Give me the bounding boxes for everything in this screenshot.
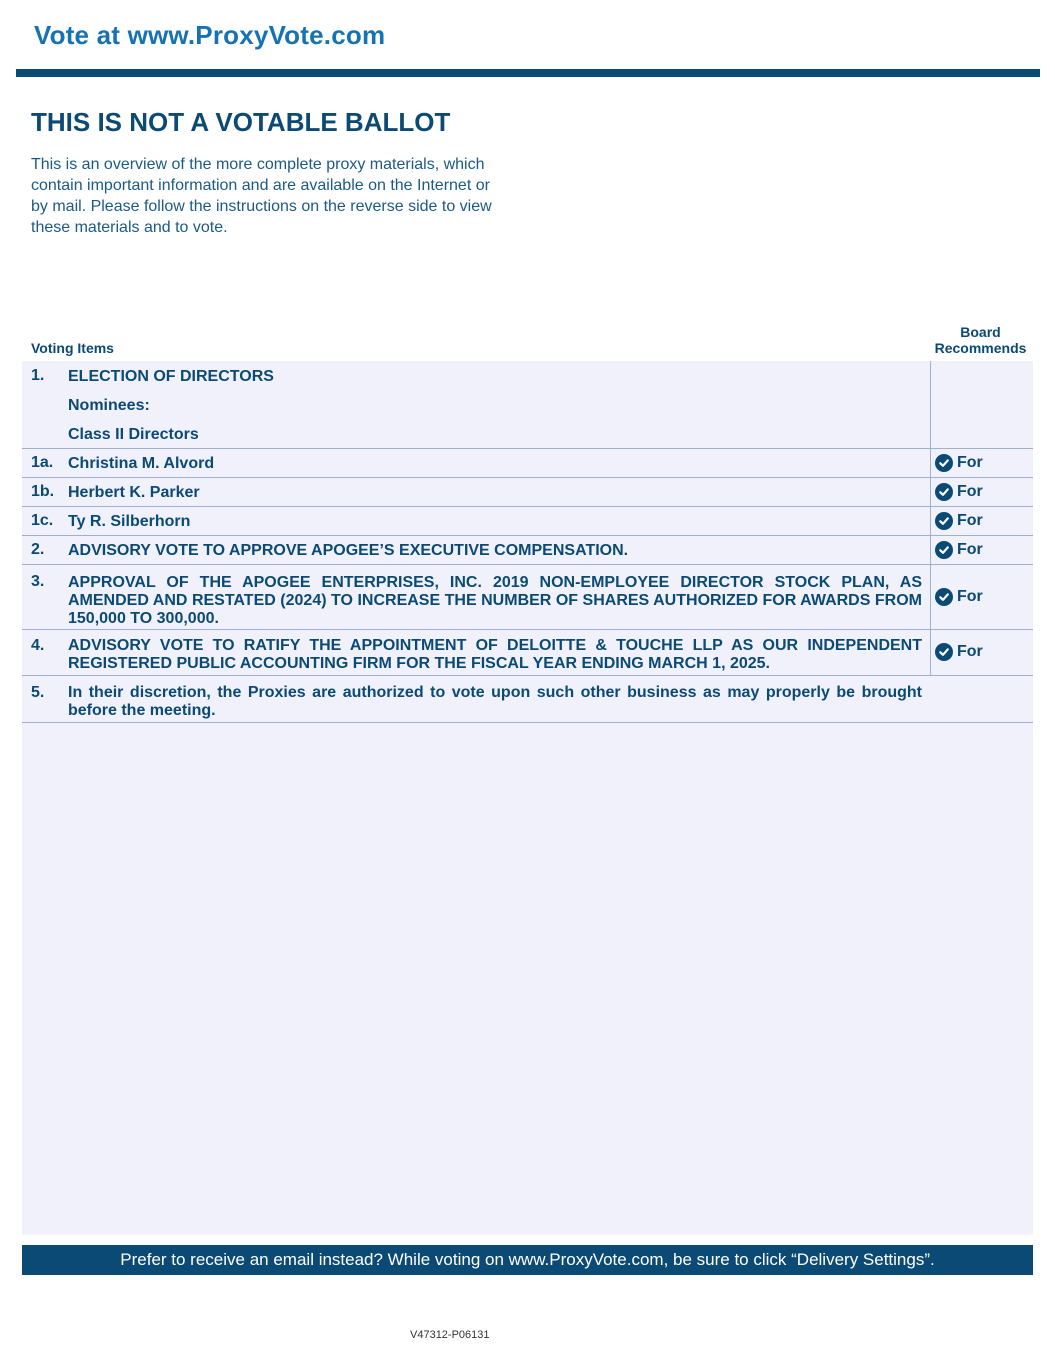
board-recommendation xyxy=(935,541,983,559)
item-number: 4. xyxy=(31,637,45,654)
checkmark-circle-icon xyxy=(935,588,953,606)
item-text: Ty R. Silberhorn xyxy=(68,513,191,530)
board-recommendation xyxy=(935,643,983,661)
email-delivery-text: Prefer to receive an email instead? While voting on www.ProxyVote.com, be sure to click “Delivery Settings”. xyxy=(120,1250,935,1269)
recommendation-label: For xyxy=(957,454,983,471)
email-delivery-banner xyxy=(22,1245,1033,1275)
item-number: 1c. xyxy=(31,512,54,529)
board-recommendation xyxy=(935,512,983,530)
checkmark-circle-icon xyxy=(935,541,953,559)
item-text: APPROVAL OF THE APOGEE ENTERPRISES, INC. 2019 NON-EMPLOYEE DIRECTOR STOCK PLAN, AS AMENDED AND RESTATED (2024) TO INCREASE THE NUMBER OF SHARES AUTHORIZED FOR AWARDS FROM 150,000 TO 300,000. xyxy=(68,574,922,627)
checkmark-circle-icon xyxy=(935,454,953,472)
notice-body: This is an overview of the more complete proxy materials, which contain important information and are available on the Internet or by mail. Please follow the instructions on the reverse side to view these materials and to vote. xyxy=(31,156,492,236)
recommendation-label: For xyxy=(957,541,983,558)
item-text: ADVISORY VOTE TO RATIFY THE APPOINTMENT OF DELOITTE & TOUCHE LLP AS OUR INDEPENDENT REGISTERED PUBLIC ACCOUNTING FIRM FOR THE FISCAL YEAR ENDING MARCH 1, 2025. xyxy=(68,637,922,672)
item-subtitle-nominees: Nominees: xyxy=(68,397,150,414)
item-number: 1b. xyxy=(31,483,55,500)
board-header-line2: Recommends xyxy=(934,340,1027,356)
table-row-item-1 xyxy=(22,361,1033,449)
header-title[interactable]: Vote at www.ProxyVote.com xyxy=(34,20,386,50)
recommendation-label: For xyxy=(957,483,983,500)
checkmark-circle-icon xyxy=(935,512,953,530)
recommendation-label: For xyxy=(957,512,983,529)
table-row-4 xyxy=(22,630,1033,676)
item-number: 5. xyxy=(31,684,45,701)
item-subtitle-class: Class II Directors xyxy=(68,426,199,443)
table-row-5 xyxy=(22,676,1033,723)
table-row-2 xyxy=(22,536,1033,565)
recommendation-label: For xyxy=(957,643,983,660)
item-number: 1a. xyxy=(31,454,54,471)
document-code: V47312-P06131 xyxy=(410,1329,490,1341)
board-recommendation xyxy=(935,483,983,501)
checkmark-circle-icon xyxy=(935,643,953,661)
table-row-3 xyxy=(22,565,1033,630)
table-row-1b xyxy=(22,478,1033,507)
board-recommendation xyxy=(935,454,983,472)
item-text: Herbert K. Parker xyxy=(68,484,200,501)
voting-items-header: Voting Items xyxy=(31,340,114,356)
item-number: 3. xyxy=(31,573,45,590)
table-row-1c xyxy=(22,507,1033,536)
item-text: ADVISORY VOTE TO APPROVE APOGEE’S EXECUTIVE COMPENSATION. xyxy=(68,542,629,559)
item-number: 1. xyxy=(31,367,45,384)
voting-items-table xyxy=(22,361,1033,1235)
item-number: 2. xyxy=(31,541,45,558)
notice-title: THIS IS NOT A VOTABLE BALLOT xyxy=(31,107,451,137)
board-header-line1: Board xyxy=(960,324,1001,340)
board-recommends-header xyxy=(928,324,1033,356)
table-row-1a xyxy=(22,449,1033,478)
recommendation-label: For xyxy=(957,588,983,605)
item-title: ELECTION OF DIRECTORS xyxy=(68,368,274,385)
item-text: In their discretion, the Proxies are authorized to vote upon such other business as may properly be brought before the meeting. xyxy=(68,684,922,719)
board-recommendation xyxy=(935,588,983,606)
item-text: Christina M. Alvord xyxy=(68,455,215,472)
checkmark-circle-icon xyxy=(935,483,953,501)
header-divider xyxy=(16,69,1040,77)
